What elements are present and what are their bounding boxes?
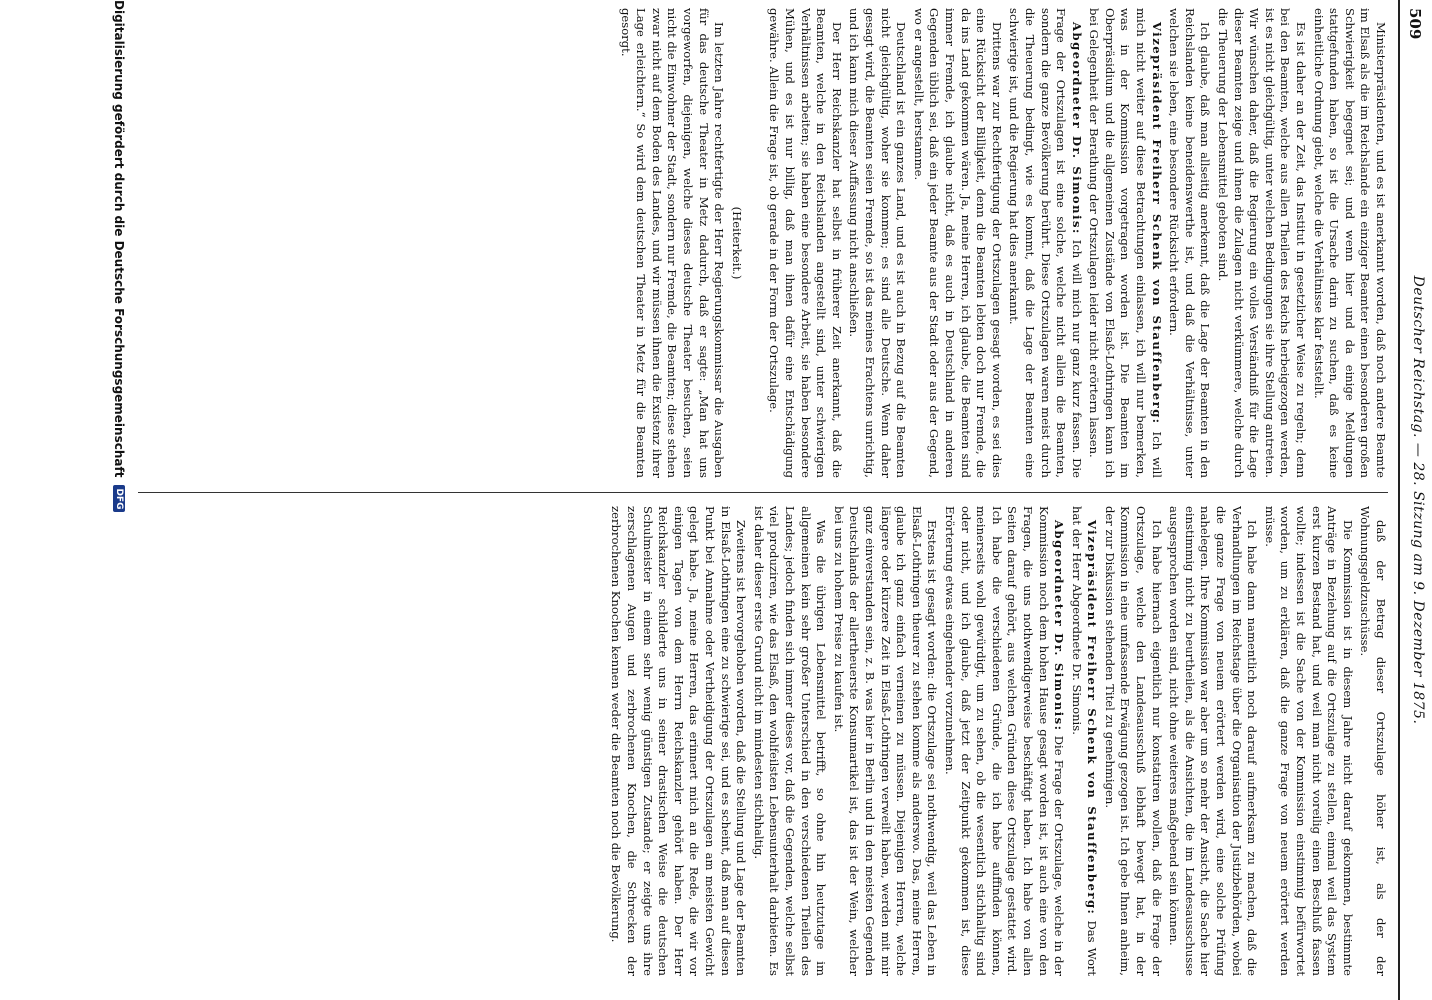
left-column <box>138 8 1388 478</box>
column-divider <box>138 492 1388 493</box>
right-column <box>138 506 1388 976</box>
body-paragraph: Ich habe dann namentlich noch darauf aufmerksam zu machen, daß die Verhandlungen im Reichstage über die Organisation der Justizbehörden, wobei die ganze Frage von neuem erörtert werden wird, eine solche Prüfung nahelegen. Ihre Kommission war aber um so mehr der Ansicht, die Sache hier einstimmig nicht zu beurtheilen, als die Ansichten, die im Landesausschusse ausgesprochen worden sind, nicht ohne weiteres maßgebend sein können. <box>1167 506 1260 976</box>
speaker-name: Vizepräsident Freiherr Schenk von Stauffenberg: <box>1149 22 1164 425</box>
body-paragraph: Ich glaube, daß man allseitig anerkennt, daß die Lage der Beamten in den Reichslanden keine beneidenswerthe ist, und daß die Verhältnisse, unter welchen sie leben, eine besondere Rücksicht erfordern. <box>1167 8 1213 478</box>
speech-paragraph <box>1006 8 1084 478</box>
page-header <box>1392 0 1432 1000</box>
speaker-name: Vizepräsident Freiherr Schenk von Stauffenberg: <box>1085 520 1100 916</box>
body-paragraph: daß der Betrag dieser Ortszulage höher ist, als der der Wohnungsgeldzuschüsse. <box>1358 506 1388 976</box>
page-number: 509 <box>1406 8 1424 40</box>
speech-text: Das Wort hat der Herr Abgeordnete Dr. Simonis. <box>1069 506 1100 976</box>
speaker-name: Abgeordneter Dr. Simonis: <box>1052 520 1067 732</box>
speech-paragraph <box>1086 8 1164 478</box>
speech-paragraph <box>941 506 1066 976</box>
speaker-name: Abgeordneter Dr. Simonis: <box>1069 22 1084 235</box>
running-title: Deutscher Reichstag. — 28. Sitzung am 9. Dezember 1875. <box>1410 275 1426 725</box>
body-paragraph: Die Kommission ist in diesem Jahre nicht darauf gekommen, bestimmte Anträge in Beziehung auf die Ortszulage zu stellen, einmal weil das System erst kurzen Bestand hat, und weil man nicht voreilig einen Beschluß fassen wollte; indessen ist die Sache von der Kommission einstimmig befürwortet worden, um zu erklären, daß die ganze Frage von neuem erörtert werden müsse. <box>1262 506 1355 976</box>
digitization-credit <box>106 0 132 1000</box>
body-paragraph: Ministerpräsidenten, und es ist anerkannt worden, daß noch andere Beamte im Elsaß als die im Reichslande ein einziger Beamter einen besonderen großen Schwierigkeit begegnet sei; und wenn hier und da einige Meldungen stattgefunden haben, so ist die Ursache darin zu suchen, daß es keine einheitliche Ordnung giebt, welche die Verhältnisse klar feststellt. <box>1311 8 1388 478</box>
body-paragraph: Zweitens ist hervorgehoben worden, daß die Stellung und Lage der Beamten in Elsaß-Lothringen eine zu schwierige sei, und es scheint, daß man auf diesen Punkt bei Annahme oder Vertheidigung der Ortszulagen am meisten Gewicht gelegt habe. Ja, meine Herren, das erinnert mich an die Rede, die wir vor einigen Tagen von dem Herrn Reichskanzler gehört haben. Der Herr Reichskanzler schilderte uns in seiner drastischen Weise die deutschen Schulmeister in einem sehr wenig günstigen Zustande; er zeigte uns ihre zerschlagenen Augen und zerbrochenen Knochen, die Schrecken der zerbrochenen Knochen kennen weder die Beamten noch die Bevölkerung. <box>609 506 749 976</box>
speech-paragraph <box>1068 506 1099 976</box>
body-paragraph: Der Herr Reichskanzler hat selbst in früherer Zeit anerkannt, daß die Beamten, welche in den Reichslanden angestellt sind, unter schwierigen Verhältnissen arbeiten; sie haben eine besondere Arbeit, sie haben besondere Mühen, und es ist nur billig, daß man ihnen dafür eine Entschädigung gewähre. Allein die Frage ist, ob gerade in der Form der Ortszulage. <box>767 8 844 478</box>
body-paragraph: Ich habe hiernach eigentlich nur konstatiren wollen, daß die Frage der Ortszulage, welche den Landesausschuß lebhaft bewegt hat, in der Kommission in eine umfassende Erwägung gezogen ist. Ich gebe Ihnen anheim, der zur Diskussion stehenden Titel zu genehmigen. <box>1102 506 1164 976</box>
body-paragraph: Drittens war zur Rechtfertigung der Ortszulagen gesagt worden, es sei dies eine Rücksicht der Billigkeit, denn die Beamten lebten doch nur Fremde, die da ins Land gekommen wären. Ja, meine Herren, ich glaube, die Beamten sind immer Fremde, ich glaube nicht, daß es auch in Deutschland in anderen Gegenden üblich sei, daß ein jeder Beamte aus der Stadt oder aus der Gegend, wo er angestellt, herstamme. <box>911 8 1004 478</box>
body-paragraph: Was die übrigen Lebensmittel betrifft, so ohne hin heutzutage im allgemeinen kein sehr großer Unterschied in den verschiedenen Theilen des Landes; jedoch finden sich immer dieses vor, daß die Gegenden, welche selbst viel produziren, wie das Elsaß, den wohlfeilsten Lebensunterhalt darbieten. Es ist daher dieser erste Grund nicht im mindesten stichhaltig. <box>751 506 829 976</box>
body-paragraph: Erstens ist gesagt worden: die Ortszulage sei nothwendig, weil das Leben in Elsaß-Lothringen theurer zu stehen komme als anderswo. Das, meine Herren, glaube ich ganz einfach verneinen zu müssen. Diejenigen Herren, welche längere oder kürzere Zeit in Elsaß-Lothringen verweilt haben, werden mit mir ganz einverstanden sein, z. B. was hier in Berlin und in den meisten Gegenden Deutschlands der allertheuerste Konsumartikel ist, das ist der Wein, welcher bei uns zu hohem Preise zu kaufen ist. <box>831 506 940 976</box>
speech-text: Ich will mich nicht weiter auf diese Betrachtungen einlassen, ich will nur bemerken, was in der Kommission vorgetragen worden ist. Die Beamten im Oberpräsidium und die allgemeinen Zustände von Elsaß-Lothringen kann ich bei Gelegenheit der Berathung der Ortszulagen leider nicht erörtern lassen. <box>1087 8 1164 478</box>
header-rule <box>1398 0 1400 1000</box>
dfg-logo: DFG <box>113 485 125 512</box>
credit-text: Digitalisierung gefördert durch die Deutsche Forschungsgemeinschaft <box>112 0 126 478</box>
body-paragraph: Deutschland ist ein ganzes Land, und es ist auch in Bezug auf die Beamten nicht gleichgültig, woher sie kommen; es sind alle Deutsche. Wenn daher gesagt wird, die Beamten seien Fremde, so ist das meines Erachtens unrichtig, und ich kann mich dieser Auffassung nicht anschließen. <box>847 8 909 478</box>
body-paragraph: Im letzten Jahre rechtfertigte der Herr Regierungskommissar die Ausgaben für das deutsche Theater in Metz dadurch, daß er sagte: „Man hat uns vorgeworfen, diejenigen, welche dieses deutsche Theater besuchen, seien nicht die Einwohner der Stadt, sondern nur Fremde, die Beamten; diese stehen zwar nicht auf dem Boden des Landes, und wir müssen ihnen die Existenz ihrer Lage erleichtern.“ So wird dem deutschen Theater in Metz für die Beamten gesorgt. <box>618 8 727 478</box>
speech-text: Die Frage der Ortszulage, welche in der Kommission noch dem hohen Hause gesagt worden ist, ist auch eine von den Fragen, die uns nothwendigerweise beschäftigt haben. Ich habe von allen Seiten darauf gehört, aus welchen Gründen diese Ortszulage gestattet wird. Ich habe die verschiedenen Gründe, die ich habe auffinden können, meinerseits wohl gewürdigt, um zu sehen, ob die wesentlich stichhaltig sind oder nicht, und ich glaube, daß jetzt der Zeitpunkt gekommen ist, diese Erörterung etwas eingehender vorzunehmen. <box>942 506 1067 976</box>
rotated-page <box>102 0 1432 1000</box>
interjection: (Heiterkeit.) <box>729 206 744 280</box>
speech-text: Ich will mich nur ganz kurz fassen. Die Frage der Ortszulagen ist eine solche, welche nicht allein die Beamten, sondern die ganze Bevölkerung berührt. Diese Ortszulagen waren meist durch die Theuerung bedingt, wie es kommt, daß die Lage der Beamten eine schwierige ist, und die Regierung hat dies anerkannt. <box>1007 8 1084 478</box>
body-paragraph: Es ist daher an der Zeit, das Institut in gesetzlicher Weise zu regeln; denn bei den Beamten, welche aus allen Theilen des Reichs herbeigezogen werden, ist es nicht gleichgültig, unter welchen Bedingungen sie ihre Stellung antreten. Wir wünschen daher, daß die Regierung ein volles Verständniß für die Lage dieser Beamten zeige und ihnen die Zulagen nicht verkümmere, welche durch die Theuerung der Lebensmittel geboten sind. <box>1216 8 1309 478</box>
